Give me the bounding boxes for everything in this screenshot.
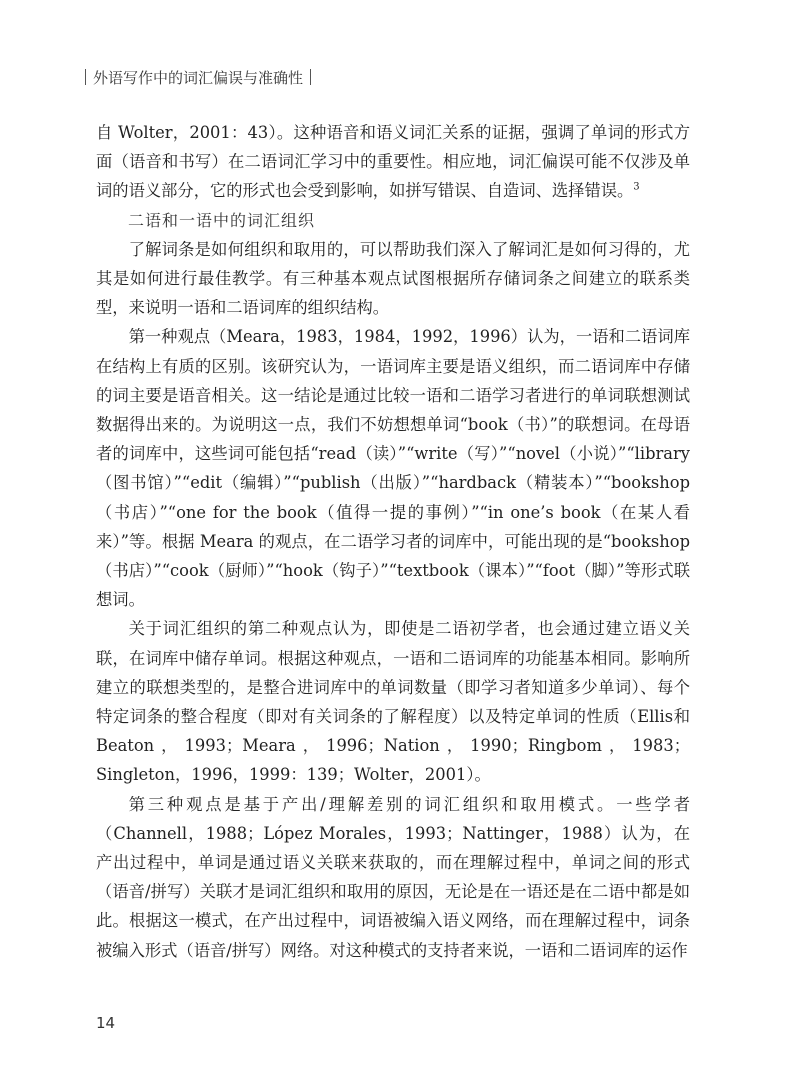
running-head — [78, 66, 318, 88]
footnote-marker: 3 — [633, 181, 640, 193]
paragraph-text: 自 Wolter，2001：43）。这种语音和语义词汇关系的证据，强调了单词的形式方面（语音和书写）在二语词汇学习中的重要性。相应地，词汇偏误可能不仅涉及单词的语义部分，它的形式也会受到影响，如拼写错误、自造词、选择错误。 — [96, 123, 690, 201]
paragraph: 了解词条是如何组织和取用的，可以帮助我们深入了解词汇是如何习得的，尤其是如何进行最佳教学。有三种基本观点试图根据所存储词条之间建立的联系类型，来说明一语和二语词库的组织结构。 — [96, 239, 690, 318]
paragraph: 第一种观点（Meara，1983，1984，1992，1996）认为，一语和二语词库在结构上有质的区别。该研究认为，一语词库主要是语义组织，而二语词库中存储的词主要是语音相关。这一结论是通过比较一语和二语学习者进行的单词联想测试数据得出来的。为说明这一点，我们不妨想想单词“book（书）”的联想词。在母语者的词库中，这些词可能包括“read（读）”“write（写）”“novel（小说）”“library（图书馆）”“edit（编辑）”“publish（出版）”“hardback（精装本）”“bookshop（书店）”“one for the book（值得一提的事例）”“in one’s book（在某人看来）”等。根据 Meara 的观点，在二语学习者的词库中，可能出现的是“bookshop（书店）”“cook（厨师）”“hook（钩子）”“textbook（课本）”“foot（脚）”等形式联想词。 — [96, 327, 690, 610]
body-text — [96, 118, 690, 965]
section-heading: 二语和一语中的词汇组织 — [128, 210, 316, 230]
running-head-title: 外语写作中的词汇偏误与准确性 — [93, 68, 304, 87]
paragraph-continued — [96, 118, 690, 206]
page-number: 14 — [96, 1014, 116, 1032]
running-head-divider — [310, 69, 311, 85]
running-head-divider — [85, 69, 86, 85]
paragraph: 关于词汇组织的第二种观点认为，即使是二语初学者，也会通过建立语义关联，在词库中储存单词。根据这种观点，一语和二语词库的功能基本相同。影响所建立的联想类型的，是整合进词库中的单词数量（即学习者知道多少单词）、每个特定词条的整合程度（即对有关词条的了解程度）以及特定单词的性质（Ellis和Beaton，1993；Meara，1996；Nation，1990；Ringbom，1983；Singleton，1996，1999：139；Wolter，2001）。 — [96, 619, 690, 785]
paragraph: 第三种观点是基于产出/理解差别的词汇组织和取用模式。一些学者（Channell，1988；López Morales，1993；Nattinger，1988）认为，在产出过程中，单词是通过语义关联来获取的，而在理解过程中，单词之间的形式（语音/拼写）关联才是词汇组织和取用的原因，无论是在一语还是在二语中都是如此。根据这一模式，在产出过程中，词语被编入语义网络，而在理解过程中，词条被编入形式（语音/拼写）网络。对这种模式的支持者来说，一语和二语词库的运作 — [96, 794, 690, 960]
